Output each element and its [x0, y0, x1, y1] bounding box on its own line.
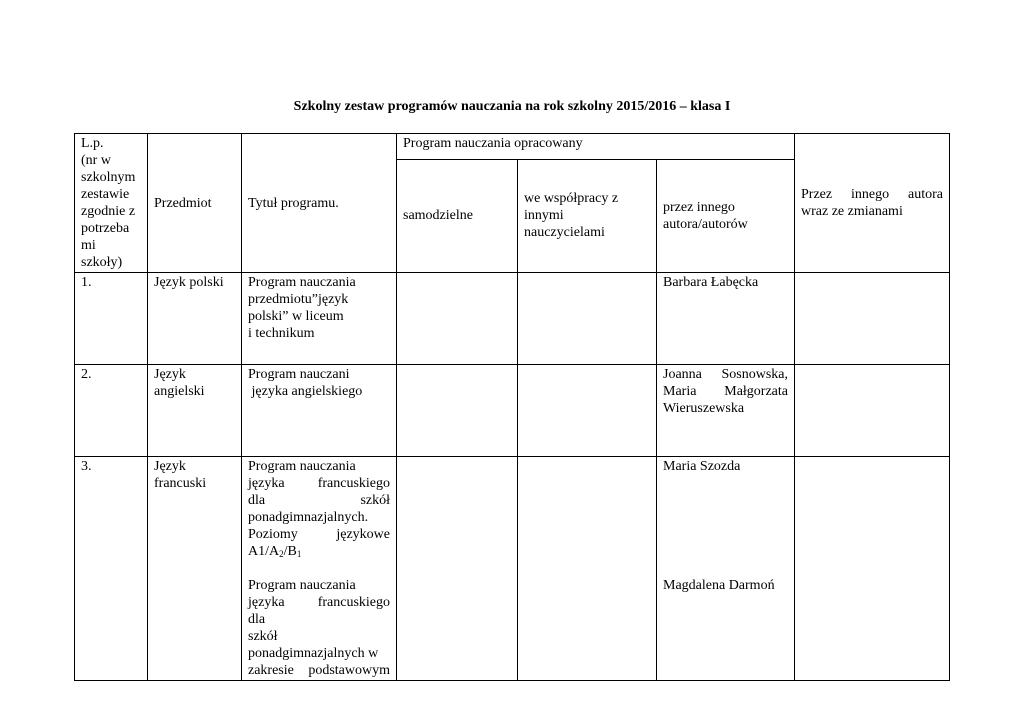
- row-samodzielne: [397, 457, 518, 681]
- table-row: [75, 457, 950, 681]
- row-zmiany: [795, 273, 950, 365]
- row-wspolpraca: [518, 457, 657, 681]
- row-wspolpraca: [518, 365, 657, 457]
- header-tytul: Tytuł programu.: [242, 134, 397, 273]
- header-samodzielne: samodzielne: [397, 159, 518, 272]
- programs-table: [74, 133, 950, 681]
- row-lp: 3.: [75, 457, 148, 681]
- row-autor: Joanna Sosnowska, Maria Małgorzata Wieruszewska: [657, 365, 795, 457]
- row-tytul: Program nauczania języka francuskiego dla szkół ponadgimnazjalnych. Poziomy językowe $A1/A_2/B_1$ Program nauczania języka francuskiego dla szkół ponadgimnazjalnych w zakresie podstawowym: [242, 457, 397, 681]
- language-levels: $A1/A_2/B_1$: [248, 544, 302, 559]
- row-wspolpraca: [518, 273, 657, 365]
- row-samodzielne: [397, 273, 518, 365]
- header-opracowany: Program nauczania opracowany: [397, 134, 795, 160]
- table-row: [75, 365, 950, 457]
- table-row: [75, 273, 950, 365]
- header-inny-autor-zmiany: Przez innego autora wraz ze zmianami: [795, 134, 950, 273]
- row-przedmiot: Język francuski: [148, 457, 242, 681]
- row-przedmiot: Język angielski: [148, 365, 242, 457]
- row-tytul: Program nauczani języka angielskiego: [242, 365, 397, 457]
- row-lp: 1.: [75, 273, 148, 365]
- header-przedmiot: Przedmiot: [148, 134, 242, 273]
- row-zmiany: [795, 457, 950, 681]
- row-autor: Maria Szozda Magdalena Darmoń: [657, 457, 795, 681]
- row-tytul: Program nauczania przedmiotu”język polski” w liceum i technikum: [242, 273, 397, 365]
- row-zmiany: [795, 365, 950, 457]
- header-lp: L.p. (nr w szkolnym zestawie zgodnie z potrzeba mi szkoły): [75, 134, 148, 273]
- row-samodzielne: [397, 365, 518, 457]
- row-lp: 2.: [75, 365, 148, 457]
- page-title: Szkolny zestaw programów nauczania na rok szkolny 2015/2016 – klasa I: [293, 99, 731, 114]
- row-autor: Barbara Łabęcka: [657, 273, 795, 365]
- header-inny-autor: przez innego autora/autorów: [657, 159, 795, 272]
- header-row-1: [75, 134, 950, 160]
- row-przedmiot: Język polski: [148, 273, 242, 365]
- header-wspolpraca: we współpracy z innymi nauczycielami: [518, 159, 657, 272]
